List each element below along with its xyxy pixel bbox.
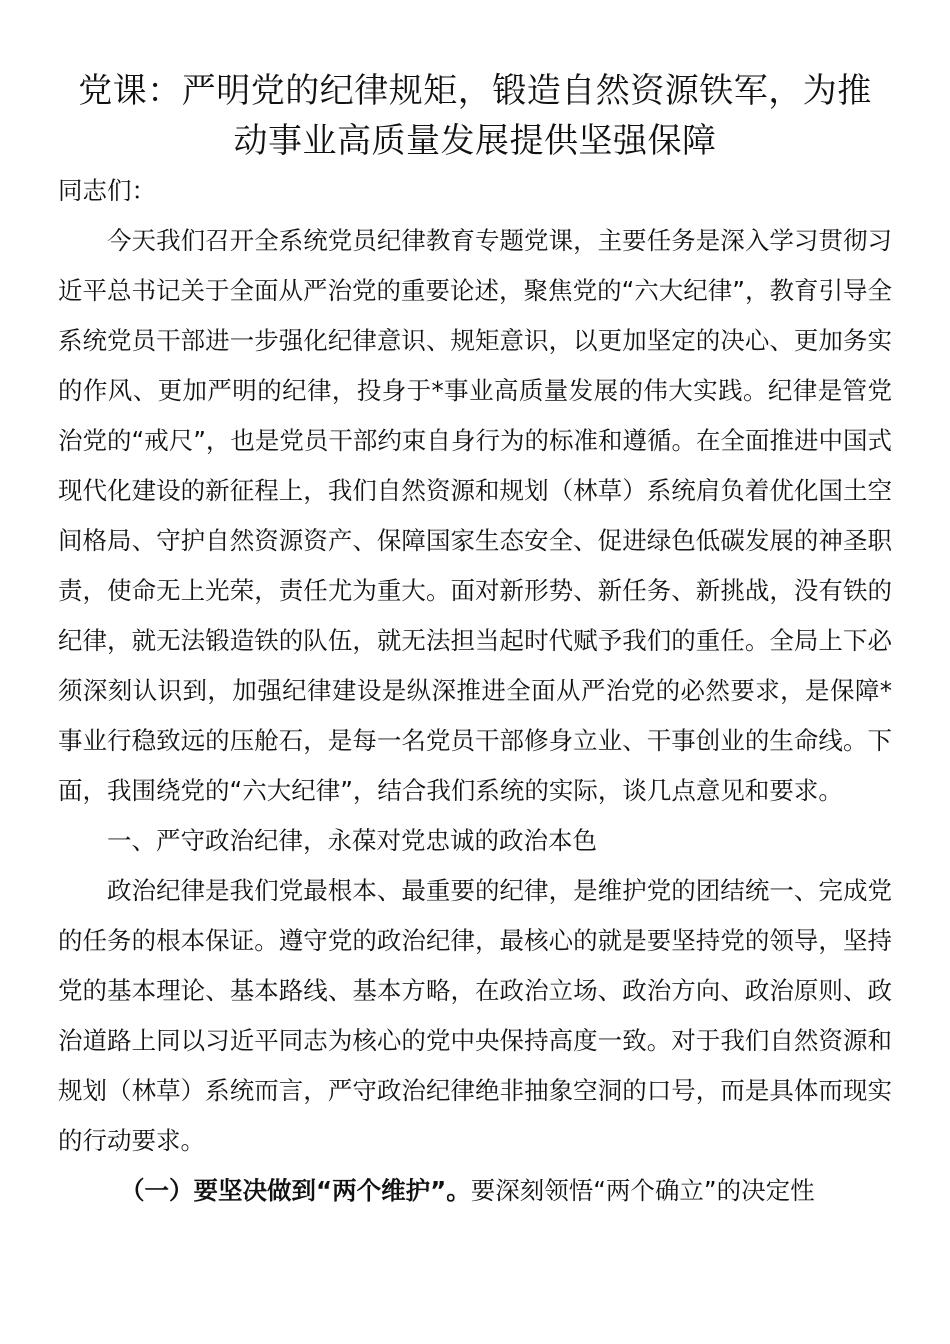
section-paragraph: 政治纪律是我们党最根本、最重要的纪律，是维护党的团结统一、完成党的任务的根本保证。遵守党的政治纪律，最核心的就是要坚持党的领导，坚持党的基本理论、基本路线、基本方略，在政治立场、政治方向、政治原则、政治道路上同以习近平同志为核心的党中央保持高度一致。对于我们自然资源和规划（林草）系统而言，严守政治纪律绝非抽象空洞的口号，而是具体而现实的行动要求。 [58,876,892,1155]
intro-paragraph: 今天我们召开全系统党员纪律教育专题党课，主要任务是深入学习贯彻习近平总书记关于全面从严治党的重要论述，聚焦党的“六大纪律”，教育引导全系统党员干部进一步强化纪律意识、规矩意识，以更加坚定的决心、更加务实的作风、更加严明的纪律，投身于*事业高质量发展的伟大实践。纪律是管党治党的“戒尺”，也是党员干部约束自身行为的标准和遵循。在全面推进中国式现代化建设的新征程上，我们自然资源和规划（林草）系统肩负着优化国土空间格局、守护自然资源资产、保障国家生态安全、促进绿色低碳发展的神圣职责，使命无上光荣，责任尤为重大。面对新形势、新任务、新挑战，没有铁的纪律，就无法锻造铁的队伍，就无法担当起时代赋予我们的重任。全局上下必须深刻认识到，加强纪律建设是纵深推进全面从严治党的必然要求，是保障*事业行稳致远的压舱石，是每一名党员干部修身立业、干事创业的生命线。下面，我围绕党的“六大纪律”，结合我们系统的实际，谈几点意见和要求。 [58,226,892,805]
salutation: 同志们： [58,176,156,205]
title-line-2: 动事业高质量发展提供坚强保障 [233,121,717,161]
subsection-lead: （一）要坚决做到“两个维护”。 [120,1176,471,1205]
subsection-text: 要深刻领悟“两个确立”的决定性 [470,1176,815,1205]
document-body [58,166,892,1216]
section-heading: 一、严守政治纪律，永葆对党忠诚的政治本色 [107,826,597,855]
subsection-paragraph [58,1166,892,1216]
document-title [40,66,910,166]
title-line-1: 党课：严明党的纪律规矩，锻造自然资源铁军，为推 [78,71,872,111]
